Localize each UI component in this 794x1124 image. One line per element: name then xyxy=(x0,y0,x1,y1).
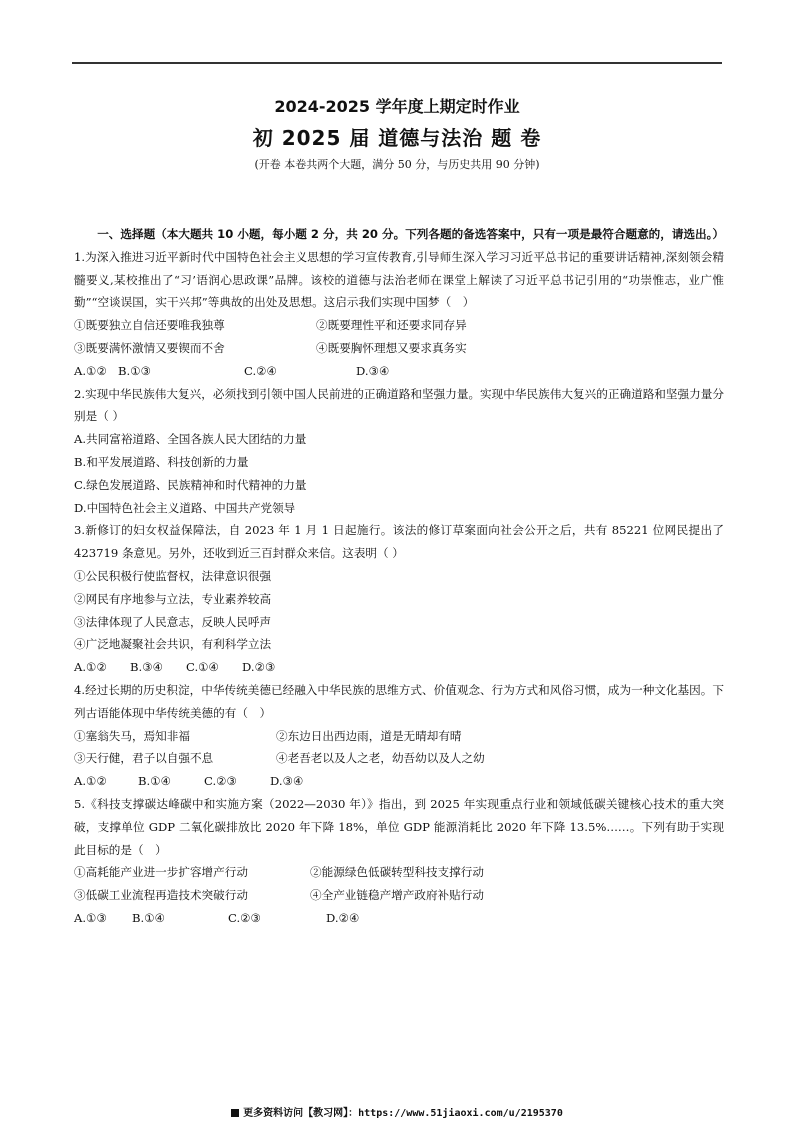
option: ①高耗能产业进一步扩容增产行动 xyxy=(74,865,248,880)
choice-a: A.①② xyxy=(74,660,107,675)
flag-icon xyxy=(231,1109,239,1117)
option: ③法律体现了人民意志，反映人民呼声 xyxy=(74,614,272,629)
question-4-choices xyxy=(74,770,724,793)
choice-b: B.③④ xyxy=(130,660,163,675)
top-rule xyxy=(72,62,722,64)
question-5-options-row2 xyxy=(74,884,724,907)
option: ③天行健，君子以自强不息 xyxy=(74,751,214,766)
option: ①既要独立自信还要唯我独尊 xyxy=(74,318,225,333)
exam-header xyxy=(0,96,794,173)
choice-b: B.①④ xyxy=(138,774,171,789)
option: ④既要胸怀理想又要求真务实 xyxy=(316,340,467,355)
option: ②能源绿色低碳转型科技支撑行动 xyxy=(310,865,484,880)
question-3-choices xyxy=(74,656,724,679)
question-4-options-row2 xyxy=(74,747,724,770)
option: ②网民有序地参与立法，专业素养较高 xyxy=(74,591,272,606)
option: ①公民积极行使监督权，法律意识很强 xyxy=(74,568,272,583)
section-heading: 一、选择题（本大题共 10 小题，每小题 2 分，共 20 分。下列各题的备选答案中，只有一项是最符合题意的，请选出。） xyxy=(97,227,725,241)
question-5-options-row1 xyxy=(74,861,724,884)
question-4-stem: 4.经过长期的历史积淀，中华传统美德已经融入中华民族的思维方式、价值观念、行为方式和风俗习惯，成为一种文化基因。下列古语能体现中华传统美德的有（ ） xyxy=(74,682,724,720)
option: ②东边日出西边雨，道是无晴却有晴 xyxy=(276,728,462,743)
question-4-options-row1 xyxy=(74,725,724,748)
choice-d: D.③④ xyxy=(270,774,304,789)
question-2-stem: 2.实现中华民族伟大复兴，必须找到引领中国人民前进的正确道路和坚强力量。实现中华民族伟大复兴的正确道路和坚强力量分别是（ ） xyxy=(74,386,724,424)
question-1-options-row2 xyxy=(74,337,724,360)
choice-c: C.②③ xyxy=(204,774,237,789)
footer xyxy=(0,1104,794,1119)
option: ④全产业链稳产增产政府补贴行动 xyxy=(310,888,484,903)
choice-a: A.共同富裕道路、全国各族人民大团结的力量 xyxy=(74,432,307,447)
choice-c: C.②③ xyxy=(228,910,261,925)
choice-d: D.③④ xyxy=(356,363,390,378)
option: ③既要满怀激情又要锲而不舍 xyxy=(74,340,225,355)
choice-b: B.①④ xyxy=(132,910,165,925)
exam-note: (开卷 本卷共两个大题，满分 50 分，与历史共用 90 分钟) xyxy=(254,158,540,171)
option: ②既要理性平和还要求同存异 xyxy=(316,318,467,333)
question-3-stem: 3.新修订的妇女权益保障法，自 2023 年 1 月 1 日起施行。该法的修订草案面向社会公开之后，共有 85221 位网民提出了 423719 条意见。另外，还收到近三百封群众来信。这表明（ ） xyxy=(74,523,724,561)
choice-d: D.②③ xyxy=(242,660,276,675)
choice-d: D.②④ xyxy=(326,910,360,925)
option: ③低碳工业流程再造技术突破行动 xyxy=(74,888,248,903)
choice-c: C.①④ xyxy=(186,660,219,675)
choice-a: A.①② xyxy=(74,774,107,789)
choice-a: A.①② xyxy=(74,363,107,378)
exam-subtitle: 初 2025 届 道德与法治 题 卷 xyxy=(252,126,542,150)
choice-a: A.①③ xyxy=(74,910,107,925)
option: ④广泛地凝聚社会共识，有利科学立法 xyxy=(74,637,272,652)
choice-b: B.和平发展道路、科技创新的力量 xyxy=(74,454,249,469)
question-5-stem: 5.《科技支撑碳达峰碳中和实施方案（2022—2030 年）》指出，到 2025 年实现重点行业和领域低碳关键核心技术的重大突破，支撑单位 GDP 二氧化碳排放比 2020 年下降 18%，单位 GDP 能源消耗比 2020 年下降 13.5%……。下列有助于实现此目标的是（ ） xyxy=(74,796,724,857)
option: ④老吾老以及人之老，幼吾幼以及人之幼 xyxy=(276,751,485,766)
choice-c: C.②④ xyxy=(244,363,277,378)
choice-c: C.绿色发展道路、民族精神和时代精神的力量 xyxy=(74,477,307,492)
exam-content xyxy=(74,223,724,930)
question-5-choices xyxy=(74,907,724,930)
question-1-choices xyxy=(74,360,724,383)
question-1-options-row1 xyxy=(74,314,724,337)
choice-b: B.①③ xyxy=(118,363,151,378)
exam-title: 2024-2025 学年度上期定时作业 xyxy=(274,97,520,116)
footer-link[interactable]: 更多资料访问【教习网】：https://www.51jiaoxi.com/u/2195370 xyxy=(243,1108,563,1119)
choice-d: D.中国特色社会主义道路、中国共产党领导 xyxy=(74,500,296,515)
option: ①塞翁失马，焉知非福 xyxy=(74,728,190,743)
question-1-stem: 1.为深入推进习近平新时代中国特色社会主义思想的学习宣传教育,引导师生深入学习习近平总书记的重要讲话精神,深刻领会精髓要义,某校推出了“习’语润心思政课”品牌。该校的道德与法治老师在课堂上解读了习近平总书记引用的“功崇惟志，业广惟勤”“空谈误国，实干兴邦”等典故的出处及思想。这启示我们实现中国梦（ ） xyxy=(74,249,724,310)
